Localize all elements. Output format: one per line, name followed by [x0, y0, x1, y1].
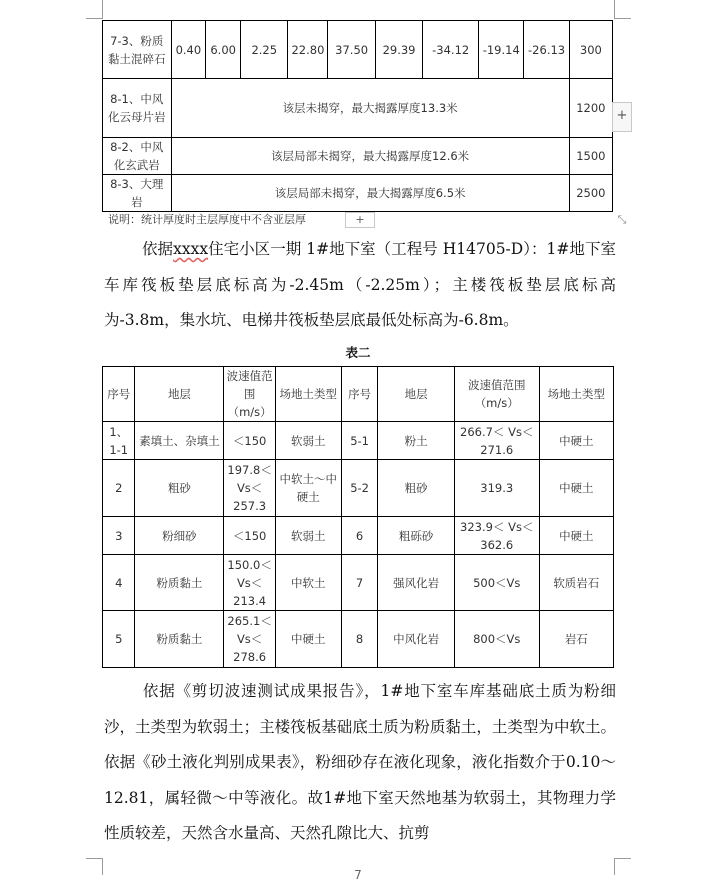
table-cell: 粉质黏土 [135, 611, 224, 668]
table-cell: 5 [103, 611, 135, 668]
table-cell: 800＜Vs [454, 611, 539, 668]
table-note: 说明：统计厚度时主层厚度中不含亚层厚 [108, 213, 306, 226]
table-cell: 2 [103, 460, 135, 517]
table-cell: 中软土～中硬土 [275, 460, 341, 517]
table-cell: 6 [341, 517, 378, 555]
table-cell: 7 [341, 555, 378, 611]
paragraph-text: 住宅小区一期 1#地下室（工程号 H14705-D）：1#地下室车库筏板垫层底标高为-2.45m（-2.25m）；主楼筏板垫层底标高为-3.8m，集水坑、电梯井筏板垫层底最低处标高为-6.8m。 [104, 240, 616, 329]
table-cell: 37.50 [328, 21, 375, 79]
table-row [103, 79, 613, 138]
table-cell: 2.25 [241, 21, 288, 79]
table-cell-depth: 1200 [569, 79, 612, 138]
body-paragraph-2 [104, 674, 616, 852]
header-cell: 场地土类型 [539, 367, 613, 422]
resize-handle-icon[interactable]: ⤡ [617, 213, 627, 226]
shear-wave-table [102, 366, 614, 668]
table-cell: 中软土 [275, 555, 341, 611]
header-cell: 地层 [378, 367, 454, 422]
table-row [103, 21, 613, 79]
table-cell: 150.0＜Vs＜213.4 [224, 555, 275, 611]
table-cell: -19.14 [479, 21, 524, 79]
table-cell: 5-1 [341, 422, 378, 460]
header-cell: 波速值范围（m/s） [454, 367, 539, 422]
table-cell: 29.39 [375, 21, 422, 79]
body-paragraph-1 [104, 232, 616, 339]
table-cell: 4 [103, 555, 135, 611]
table-cell-layer: 8-2、中风化玄武岩 [103, 138, 172, 175]
table-cell: 素填土、杂填土 [135, 422, 224, 460]
table-cell: 500＜Vs [454, 555, 539, 611]
table-cell: 粗砂 [135, 460, 224, 517]
table-cell: 8 [341, 611, 378, 668]
table-cell: 岩石 [539, 611, 613, 668]
table-cell: 粉土 [378, 422, 454, 460]
table-cell: 软质岩石 [539, 555, 613, 611]
table-cell: 22.80 [288, 21, 328, 79]
add-column-button[interactable]: + [612, 102, 632, 132]
table-row [103, 611, 614, 668]
table-row [103, 555, 614, 611]
page-corner-top-left [86, 0, 103, 19]
table-cell: 0.40 [171, 21, 206, 79]
table-cell-layer: 8-1、中风化云母片岩 [103, 79, 172, 138]
table-cell: 中风化岩 [378, 611, 454, 668]
header-cell: 场地土类型 [275, 367, 341, 422]
table-cell-depth: 2500 [569, 175, 612, 212]
table-cell: -26.13 [524, 21, 569, 79]
table-row [103, 517, 614, 555]
table-cell-depth: 300 [569, 21, 612, 79]
table-row [103, 460, 614, 517]
spellcheck-word[interactable]: xxxx [173, 240, 209, 258]
table-cell: 中硬土 [539, 422, 613, 460]
table-cell: -34.12 [423, 21, 479, 79]
header-cell: 序号 [341, 367, 378, 422]
header-cell: 地层 [135, 367, 224, 422]
table-cell-merged: 该层局部未揭穿，最大揭露厚度6.5米 [171, 175, 569, 212]
table-cell: 中硬土 [275, 611, 341, 668]
table-cell: 319.3 [454, 460, 539, 517]
table-cell: 粗砾砂 [378, 517, 454, 555]
table-cell: 1、1-1 [103, 422, 135, 460]
table-cell: 197.8＜Vs＜257.3 [224, 460, 275, 517]
paragraph-text: 依据 [142, 240, 174, 258]
table-cell: ＜150 [224, 422, 275, 460]
table-cell: ＜150 [224, 517, 275, 555]
table-row [103, 175, 613, 212]
table-cell: 粗砂 [378, 460, 454, 517]
page-number: 7 [354, 868, 362, 882]
table-row [103, 422, 614, 460]
table-cell: 6.00 [206, 21, 241, 79]
table-cell-merged: 该层局部未揭穿，最大揭露厚度12.6米 [171, 138, 569, 175]
table-cell: 3 [103, 517, 135, 555]
table-cell-depth: 1500 [569, 138, 612, 175]
paragraph-text: 依据《剪切波速测试成果报告》，1#地下室车库基础底土质为粉细沙，土类型为软弱土；主楼筏板基础底土质为粉质黏土，土类型为中软土。依据《砂土液化判别成果表》，粉细砂存在液化现象，液化指数介于0.10～12.81，属轻微～中等液化。故1#地下室天然地基为软弱土，其物理力学性质较差，天然含水量高、天然孔隙比大、抗剪 [104, 682, 616, 842]
table-cell: 265.1＜Vs＜278.6 [224, 611, 275, 668]
table-cell: 强风化岩 [378, 555, 454, 611]
stratum-thickness-table [102, 20, 613, 212]
table-cell: 323.9＜ Vs＜362.6 [454, 517, 539, 555]
table-cell: 粉质黏土 [135, 555, 224, 611]
table-cell-layer: 8-3、大理岩 [103, 175, 172, 212]
table-cell: 266.7＜ Vs＜271.6 [454, 422, 539, 460]
header-cell: 波速值范围（m/s） [224, 367, 275, 422]
table-row [103, 138, 613, 175]
table-cell-layer: 7-3、粉质黏土混碎石 [103, 21, 172, 79]
page-corner-top-right [614, 0, 631, 19]
add-row-button[interactable]: + [345, 212, 375, 228]
table-cell: 软弱土 [275, 517, 341, 555]
table-cell-merged: 该层未揭穿，最大揭露厚度13.3米 [171, 79, 569, 138]
table-caption: 表二 [345, 345, 371, 360]
table-cell: 中硬土 [539, 460, 613, 517]
table-cell: 中硬土 [539, 517, 613, 555]
header-cell: 序号 [103, 367, 135, 422]
table-cell: 5-2 [341, 460, 378, 517]
table-cell: 软弱土 [275, 422, 341, 460]
table-header-row [103, 367, 614, 422]
table-cell: 粉细砂 [135, 517, 224, 555]
